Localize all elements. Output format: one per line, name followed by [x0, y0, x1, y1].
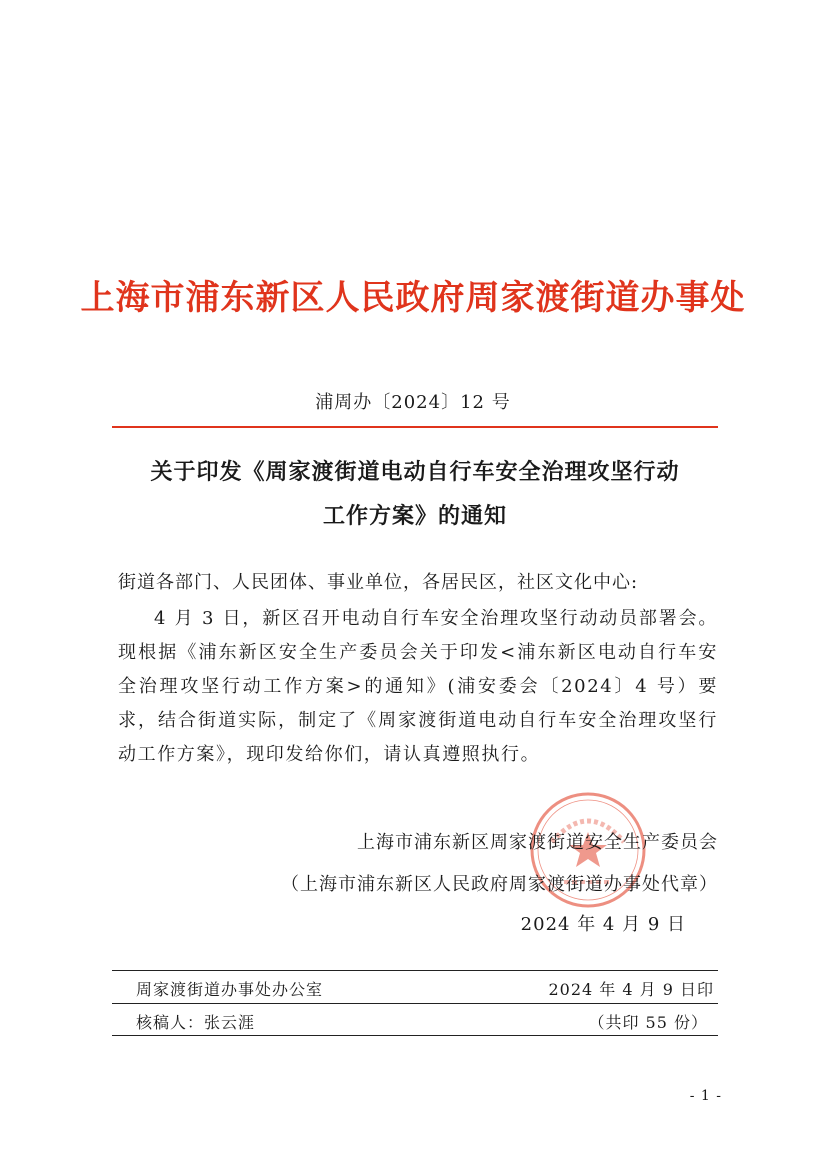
document-title-line-2: 工作方案》的通知 — [322, 503, 507, 529]
footer-print-date: 2024 年 4 月 9 日印 — [548, 980, 714, 999]
document-title-line-1: 关于印发《周家渡街道电动自行车安全治理攻坚行动 — [150, 459, 680, 485]
footer-rule-bottom — [112, 1035, 718, 1036]
signing-date: 2024 年 4 月 9 日 — [520, 914, 686, 935]
footer-rule-middle — [112, 1003, 718, 1004]
signing-committee: 上海市浦东新区周家渡街道安全生产委员会 — [357, 832, 718, 853]
salutation: 街道各部门、人民团体、事业单位，各居民区，社区文化中心: — [118, 572, 639, 593]
red-divider — [112, 426, 718, 428]
footer-copies: （共印 55 份） — [588, 1013, 708, 1032]
body-paragraph: 4 月 3 日，新区召开电动自行车安全治理攻坚行动动员部署会。现根据《浦东新区安全生产委员会关于印发<浦东新区电动自行车安全治理攻坚行动工作方案>的通知》(浦安委会〔2024〕4 号）要求，结合街道实际，制定了《周家渡街道电动自行车安全治理攻坚行动工作方案》，现印发给你们，请认真遵照执行。 — [118, 608, 718, 765]
document-number: 浦周办〔2024〕12 号 — [315, 392, 511, 413]
page-number: - 1 - — [689, 1088, 722, 1104]
footer-issuing-office: 周家渡街道办事处办公室 — [136, 980, 324, 999]
issuing-organization-title: 上海市浦东新区人民政府周家渡街道办事处 — [80, 278, 746, 318]
document-title — [100, 450, 730, 538]
footer-rule-top — [112, 970, 718, 971]
seal-proxy-note: （上海市浦东新区人民政府周家渡街道办事处代章） — [281, 874, 718, 895]
footer-checker: 核稿人：张云涯 — [136, 1013, 256, 1032]
